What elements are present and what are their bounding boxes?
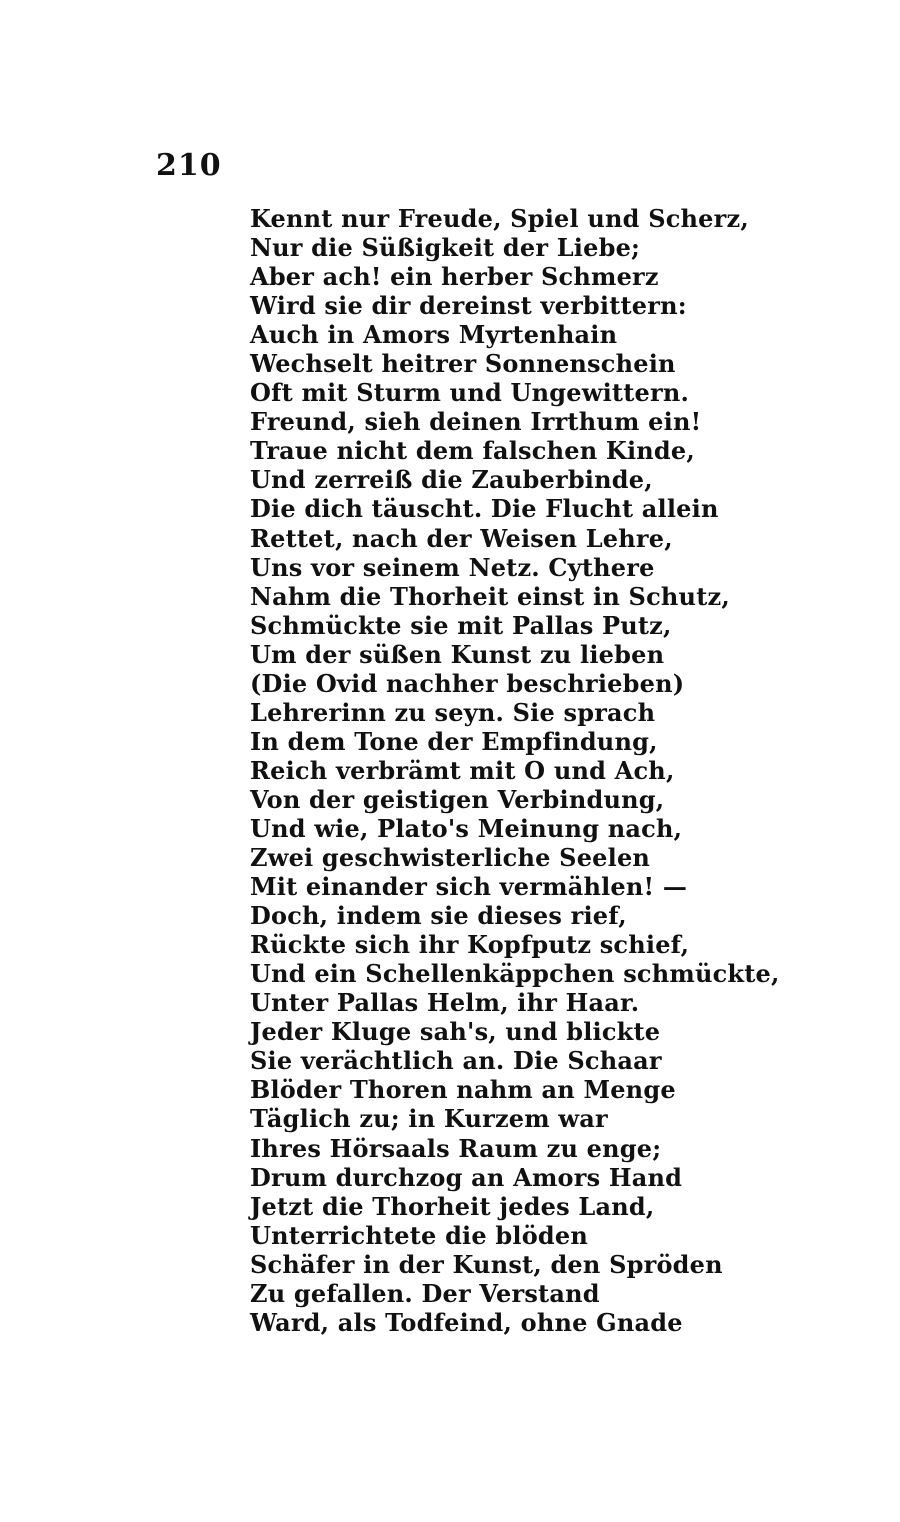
poem-line: Rettet, nach der Weisen Lehre,: [250, 523, 673, 553]
poem-text: [250, 204, 850, 1337]
poem-line: Uns vor seinem Netz. Cythere: [250, 552, 655, 582]
poem-line: Reich verbrämt mit O und Ach,: [250, 755, 675, 785]
poem-line: Und wie, Plato's Meinung nach,: [250, 813, 683, 843]
poem-line: Schäfer in der Kunst, den Spröden: [250, 1249, 723, 1279]
poem-line: Freund, sieh deinen Irrthum ein!: [250, 407, 702, 437]
poem-line: Und zerreiß die Zauberbinde,: [250, 465, 653, 495]
poem-line: Und ein Schellenkäppchen schmückte,: [250, 959, 780, 989]
poem-line: Schmückte sie mit Pallas Putz,: [250, 610, 672, 640]
poem-line: Mit einander sich vermählen! —: [250, 872, 688, 902]
page-number: 210: [156, 148, 222, 183]
poem-line: Oft mit Sturm und Ungewittern.: [250, 378, 690, 408]
poem-line: Lehrerinn zu seyn. Sie sprach: [250, 697, 656, 727]
poem-line: Ward, als Todfeind, ohne Gnade: [250, 1307, 683, 1337]
poem-line: Rückte sich ihr Kopfputz schief,: [250, 930, 690, 960]
poem-line: Nur die Süßigkeit der Liebe;: [250, 233, 641, 263]
poem-line: In dem Tone der Empfindung,: [250, 726, 658, 756]
poem-line: Zwei geschwisterliche Seelen: [250, 843, 651, 873]
poem-line: Die dich täuscht. Die Flucht allein: [250, 494, 719, 524]
poem-line: Jetzt die Thorheit jedes Land,: [250, 1191, 655, 1221]
poem-line: Auch in Amors Myrtenhain: [250, 320, 618, 350]
poem-line: Sie verächtlich an. Die Schaar: [250, 1046, 662, 1076]
poem-line: Ihres Hörsaals Raum zu enge;: [250, 1133, 662, 1163]
poem-line: Wechselt heitrer Sonnenschein: [250, 349, 676, 379]
poem-line: Jeder Kluge sah's, und blickte: [250, 1017, 661, 1047]
poem-line: Unter Pallas Helm, ihr Haar.: [250, 988, 640, 1018]
poem-line: (Die Ovid nachher beschrieben): [250, 668, 685, 698]
poem-line: Traue nicht dem falschen Kinde,: [250, 436, 695, 466]
poem-line: Wird sie dir dereinst verbittern:: [250, 291, 687, 321]
poem-line: Um der süßen Kunst zu lieben: [250, 639, 665, 669]
poem-line: Zu gefallen. Der Verstand: [250, 1278, 600, 1308]
poem-line: Aber ach! ein herber Schmerz: [250, 262, 659, 292]
poem-line: Doch, indem sie dieses rief,: [250, 901, 627, 931]
poem-line: Drum durchzog an Amors Hand: [250, 1162, 683, 1192]
poem-line: Von der geistigen Verbindung,: [250, 784, 665, 814]
poem-line: Nahm die Thorheit einst in Schutz,: [250, 581, 730, 611]
poem-line: Täglich zu; in Kurzem war: [250, 1104, 608, 1134]
poem-line: Kennt nur Freude, Spiel und Scherz,: [250, 204, 749, 233]
poem-line: Blöder Thoren nahm an Menge: [250, 1075, 676, 1105]
poem-line: Unterrichtete die blöden: [250, 1220, 588, 1250]
